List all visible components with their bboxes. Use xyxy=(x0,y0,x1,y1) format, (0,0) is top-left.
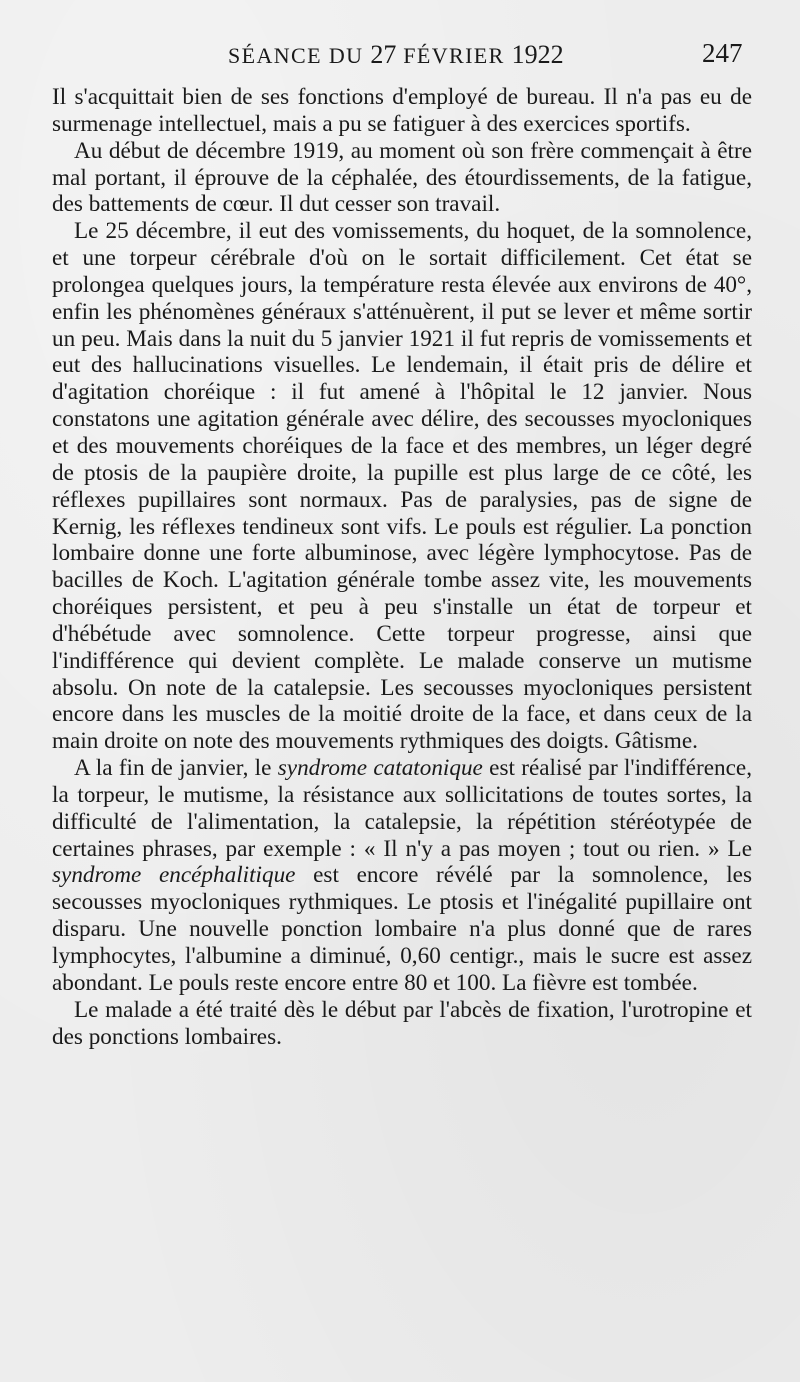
syndrome-encephalitique-term: syndrome encéphalitique xyxy=(52,862,296,889)
paragraph-1: Il s'acquittait bien de ses fonctions d'employé de bureau. Il n'a pas eu de surmenage intellectuel, mais a pu se fatiguer à des exercices sportifs. xyxy=(52,84,752,137)
paragraph-4-part-c: est encore révélé par la somnolence, les secousses myocloniques rythmiques. Le ptosis et l'inégalité pupillaire ont disparu. Une nouvelle ponction lombaire n'a plus donné que de rares lymphocytes, l'albumine a diminué, 0,60 centigr., mais le sucre est assez abondant. Le pouls reste encore entre 80 et 100. La fièvre est tombée. xyxy=(52,862,752,996)
paragraph-5: Le malade a été traité dès le début par l'abcès de fixation, l'urotropine et des ponctions lombaires. xyxy=(52,996,752,1050)
running-title-prefix: SÉANCE DU xyxy=(228,43,364,68)
running-title-year: 1922 xyxy=(511,40,564,69)
body-text xyxy=(52,84,752,1050)
running-head xyxy=(0,38,800,72)
running-title-month: FÉVRIER xyxy=(403,43,505,68)
paragraph-4-part-b: est réalisé par l'indifférence, la torpeur, le mutisme, la résistance aux sollicitations de toutes sortes, la difficulté de l'alimentation, la catalepsie, la répétition stéréotypée de certaines phrases, par exemple : « Il n'y a pas moyen ; tout ou rien. » Le xyxy=(52,755,752,862)
paragraph-4 xyxy=(52,755,752,997)
paragraph-4-part-a: A la fin de janvier, le xyxy=(74,755,278,782)
running-title-day: 27 xyxy=(370,40,397,69)
syndrome-catatonique-term: syndrome catatonique xyxy=(277,755,483,782)
page-number: 247 xyxy=(702,38,743,68)
paragraph-3: Le 25 décembre, il eut des vomissements, du hoquet, de la somnolence, et une torpeur cérébrale d'où on le sortait difficilement. Cet état se prolongea quelques jours, la température resta élevée aux environs de 40°, enfin les phénomènes généraux s'atténuèrent, il put se lever et même sortir un peu. Mais dans la nuit du 5 janvier 1921 il fut repris de vomissements et eut des hallucinations visuelles. Le lendemain, il était pris de délire et d'agitation choréique : il fut amené à l'hôpital le 12 janvier. Nous constatons une agitation générale avec délire, des secousses myocloniques et des mouvements choréiques de la face et des membres, un léger degré de ptosis de la paupière droite, la pupille est plus large de ce côté, les réflexes pupillaires sont normaux. Pas de paralysies, pas de signe de Kernig, les réflexes tendineux sont vifs. Le pouls est régulier. La ponction lombaire donne une forte albuminose, avec légère lymphocytose. Pas de bacilles de Koch. L'agitation générale tombe assez vite, les mouvements choréiques persistent, et peu à peu s'installe un état de torpeur et d'hébétude avec somnolence. Cette torpeur progresse, ainsi que l'indifférence qui devient complète. Le malade conserve un mutisme absolu. On note de la catalepsie. Les secousses myocloniques persistent encore dans les muscles de la moitié droite de la face, et dans ceux de la main droite on note des mouvements rythmiques des doigts. Gâtisme. xyxy=(52,218,752,755)
paragraph-2: Au début de décembre 1919, au moment où son frère commençait à être mal portant, il éprouve de la céphalée, des étourdissements, de la fatigue, des battements de cœur. Il dut cesser son travail. xyxy=(52,137,752,218)
running-title xyxy=(228,40,564,70)
